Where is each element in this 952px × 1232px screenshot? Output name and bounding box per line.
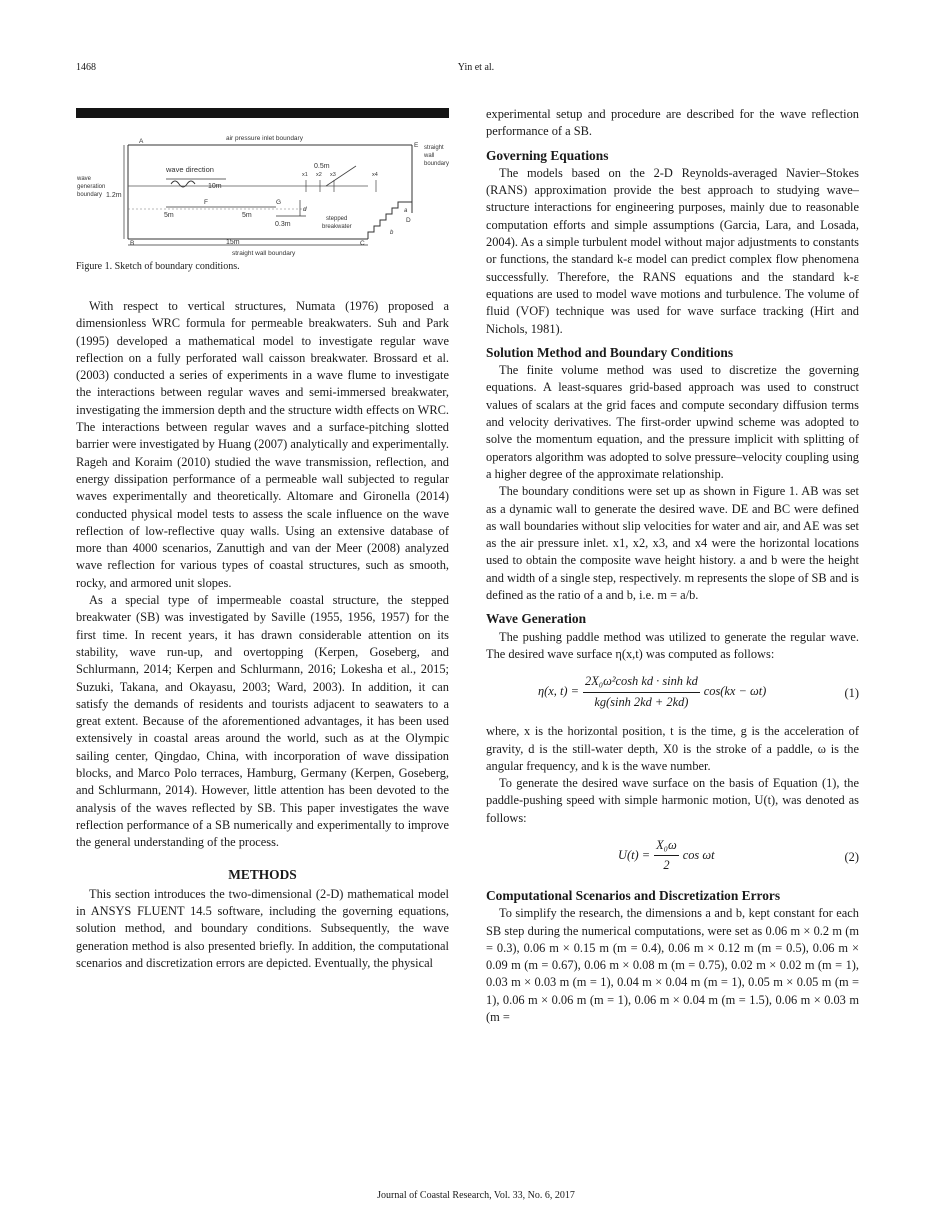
paragraph-setup-cont: experimental setup and procedure are described for the wave reflection performance of a SB.: [486, 107, 859, 139]
label-point-G: G: [276, 199, 282, 206]
eq2-denominator: 2: [663, 858, 670, 873]
paragraph-where: where, x is the horizontal position, t is the time, g is the acceleration of gravity, d is the still-water depth, X0 is the stroke of a paddle, ω is the angular frequency, and k is the wave number.: [486, 724, 859, 773]
label-0-5m: 0.5m: [314, 163, 330, 170]
eq1-denominator: kg(sinh 2kd + 2kd): [594, 694, 689, 709]
paragraph-solution-2: The boundary conditions were set up as shown in Figure 1. AB was set as a dynamic wall to generate the desired wave. DE and BC were defined as wall boundaries without slip velocities for water and air, and AE was set as the air pressure inlet. x1, x2, x3, and x4 were the horizontal locations used to obtain the composite wave height history. a and b were the height and width of a single step, respectively. m represents the slope of SB and is defined as the ratio of a and b, i.e. m = a/b.: [486, 484, 859, 603]
journal-footer: Journal of Coastal Research, Vol. 33, No. 6, 2017: [377, 1190, 575, 1201]
eq1-lhs: η(x, t) =: [538, 684, 579, 699]
label-5m-b: 5m: [242, 212, 252, 219]
figure-1: [76, 108, 449, 268]
eq1-numerator: 2X₀ω²cosh kd · sinh kd: [583, 673, 700, 692]
label-wave-gen-2: generation: [77, 184, 106, 190]
label-point-C: C: [360, 240, 365, 247]
heading-computational-scenarios: Computational Scenarios and Discretization Errors: [486, 887, 781, 903]
methods-heading: METHODS: [228, 866, 297, 882]
label-x4: x4: [372, 172, 378, 178]
label-stepped-2: breakwater: [322, 224, 352, 230]
boundary-sketch: [76, 118, 449, 268]
left-column: [76, 298, 449, 972]
paragraph-methods-intro: This section introduces the two-dimensional (2-D) mathematical model in ANSYS FLUENT 14.5 software, including the governing equations, solution method, and boundary conditions. Subsequently, the wave generation method is also presented briefly. In addition, the computational scenarios and discretization errors are depicted. Eventually, the physical: [76, 886, 449, 970]
paragraph-computational: To simplify the research, the dimensions a and b, kept constant for each SB step during the numerical computations, were set as 0.06 m × 0.2 m (m = 0.3), 0.06 m × 0.15 m (m = 0.4), 0.06 m × 0.12 m (m = 0.5), 0.06 m × 0.09 m (m = 0.67), 0.06 m × 0.08 m (m = 0.75), 0.02 m × 0.02 m (m = 1), 0.03 m × 0.03 m (m = 1), 0.04 m × 0.04 m (m = 1), 0.05 m × 0.05 m (m = 1), 0.06 m × 0.06 m (m = 1), 0.06 m × 0.04 m (m = 1.5), 0.06 m × 0.03 m (m =: [486, 906, 859, 1025]
paragraph-wave-generation: The pushing paddle method was utilized to generate the regular wave. The desired wave surface η(x,t) was computed as follows:: [486, 629, 859, 661]
label-10m: 10m: [208, 183, 222, 190]
label-point-B: B: [130, 240, 135, 247]
label-b: b: [390, 230, 394, 236]
eq1-fraction: [583, 673, 700, 711]
label-x1: x1: [302, 172, 308, 178]
label-point-E: E: [414, 142, 419, 149]
label-x3: x3: [330, 172, 336, 178]
label-straight-wall-1: straight: [424, 145, 444, 151]
equation-1: [486, 671, 859, 717]
eq2-rhs: cos ωt: [682, 848, 715, 863]
label-point-A: A: [139, 138, 144, 145]
heading-solution-method: Solution Method and Boundary Conditions: [486, 344, 734, 360]
running-head: Yin et al.: [457, 62, 495, 73]
paragraph-numata: With respect to vertical structures, Numata (1976) proposed a dimensionless WRC formula for permeable breakwaters. Suh and Park (1995) developed a mathematical model to investigate regular wave reflection on a fully perforated wall caisson breakwater. Brossard et al. (2003) conducted a series of experiments in a wave flume to investigate the interactions between regular waves and semi-immersed breakwater, investigating the immersion depth and the structure width effects on WRC. The interactions between regular waves and a surface-pitching slotted barrier were investigated by Huang (2007) analytically and experimentally. Rageh and Koraim (2010) studied the wave transmission, reflection, and energy dissipation performance of a permeable wall subjected to regular waves experimentally and theoretically. Altomare and Gironella (2014) conducted physical model tests to assess the scale influence on the wave reflection of low-reflective quay walls. Using an extensive database of more than 4000 scenarios, Zanuttigh and van der Meer (2008) analyzed wave reflection for various types of coastal structures, such as smooth, rocky, and armored unit slopes.: [76, 299, 449, 590]
paragraph-governing: The models based on the 2-D Reynolds-averaged Navier–Stokes (RANS) approximation provide the best approach to studying wave–structure interactions for engineering purposes, mainly due to reasonable computation efforts and simple assumptions (Garcia, Lara, and Losada, 2004). As a simple turbulent model without major adjustments to constants or functions, the standard k-ε model can predict complex flow phenomena successfully. Therefore, the RANS equations and the standard k-ε equations are used to model wave motions and turbulence. The volume of fluid (VOF) technique was used for wave surface tracking (Hirt and Nichols, 1981).: [486, 165, 859, 336]
eq1-rhs: cos(kx − ωt): [703, 684, 767, 699]
label-0-3m: 0.3m: [275, 221, 291, 228]
paragraph-stepped-breakwater: As a special type of impermeable coastal structure, the stepped breakwater (SB) was investigated by Saville (1955, 1956, 1957) for the first time. In recent years, it has drawn considerable attention on its stability, wave run-up, and overtopping (Kerpen, Goseberg, and Schlurmann, 2014; Kerpen and Schlurmann, 2016; Lokesha et al., 2015; Suzuki, Takana, and Okayasu, 2003; Ward, 2003). In addition, it can satisfy the demands of residents and tourists adjacent to seawaters to a great extent. Because of the aforementioned advantages, it has been used extensively in coastal areas around the world, such as at the Olympic sailing center, Qingdao, China, with incorporation of wave dissipation blocks, and Marco Polo terraces, Hamburg, Germany (Kerpen, Goseberg, and Schlurmann, 2014). However, little attention has been devoted to the analysis of the waves reflected by SB. This paper investigates the wave reflection performance of a SB numerically and experimentally to improve the general understanding of the process.: [76, 593, 449, 850]
label-15m: 15m: [226, 239, 240, 246]
label-bottom-wall: straight wall boundary: [232, 250, 296, 257]
paragraph-paddle-speed: To generate the desired wave surface on the basis of Equation (1), the paddle-pushing speed with simple harmonic motion, U(t), was denoted as follows:: [486, 776, 859, 825]
right-column: [486, 106, 859, 1026]
label-stepped-1: stepped: [326, 216, 348, 222]
label-wave-gen-3: boundary: [77, 192, 103, 198]
eq2-number: (2): [844, 849, 859, 864]
equation-2: [486, 835, 859, 881]
label-x2: x2: [316, 172, 322, 178]
label-wave-gen-1: wave: [77, 176, 92, 182]
label-5m-a: 5m: [164, 212, 174, 219]
label-point-D: D: [406, 217, 411, 224]
eq2-numerator: X₀ω: [654, 837, 679, 856]
eq2-lhs: U(t) =: [618, 848, 651, 863]
eq2-fraction: [654, 837, 679, 875]
figure-caption: Figure 1. Sketch of boundary conditions.: [76, 261, 240, 272]
label-straight-wall-3: boundary: [424, 161, 449, 167]
eq1-number: (1): [844, 686, 859, 701]
label-wave-direction: wave direction: [166, 165, 214, 174]
heading-wave-generation: Wave Generation: [486, 611, 587, 627]
heading-governing-equations: Governing Equations: [486, 147, 609, 163]
label-air-pressure: air pressure inlet boundary: [226, 135, 303, 142]
figure-top-bar: [76, 108, 449, 118]
label-point-F: F: [204, 199, 208, 206]
label-1-2m: 1.2m: [106, 192, 122, 199]
label-a: a: [404, 208, 408, 214]
paragraph-solution-1: The finite volume method was used to discretize the governing equations. A least-squares grid-based approach was used to construct values of scalars at the grid faces and compute secondary diffusion terms and velocity derivatives. The first-order upwind scheme was adopted to solve the momentum equation, and the pressure implicit with splitting of operators algorithm was adopted to solve pressure–velocity coupling using a higher degree of the approximate relationship.: [486, 363, 859, 481]
label-straight-wall-2: wall: [424, 153, 435, 159]
label-d: d: [303, 206, 307, 213]
page-number: 1468: [76, 62, 96, 73]
